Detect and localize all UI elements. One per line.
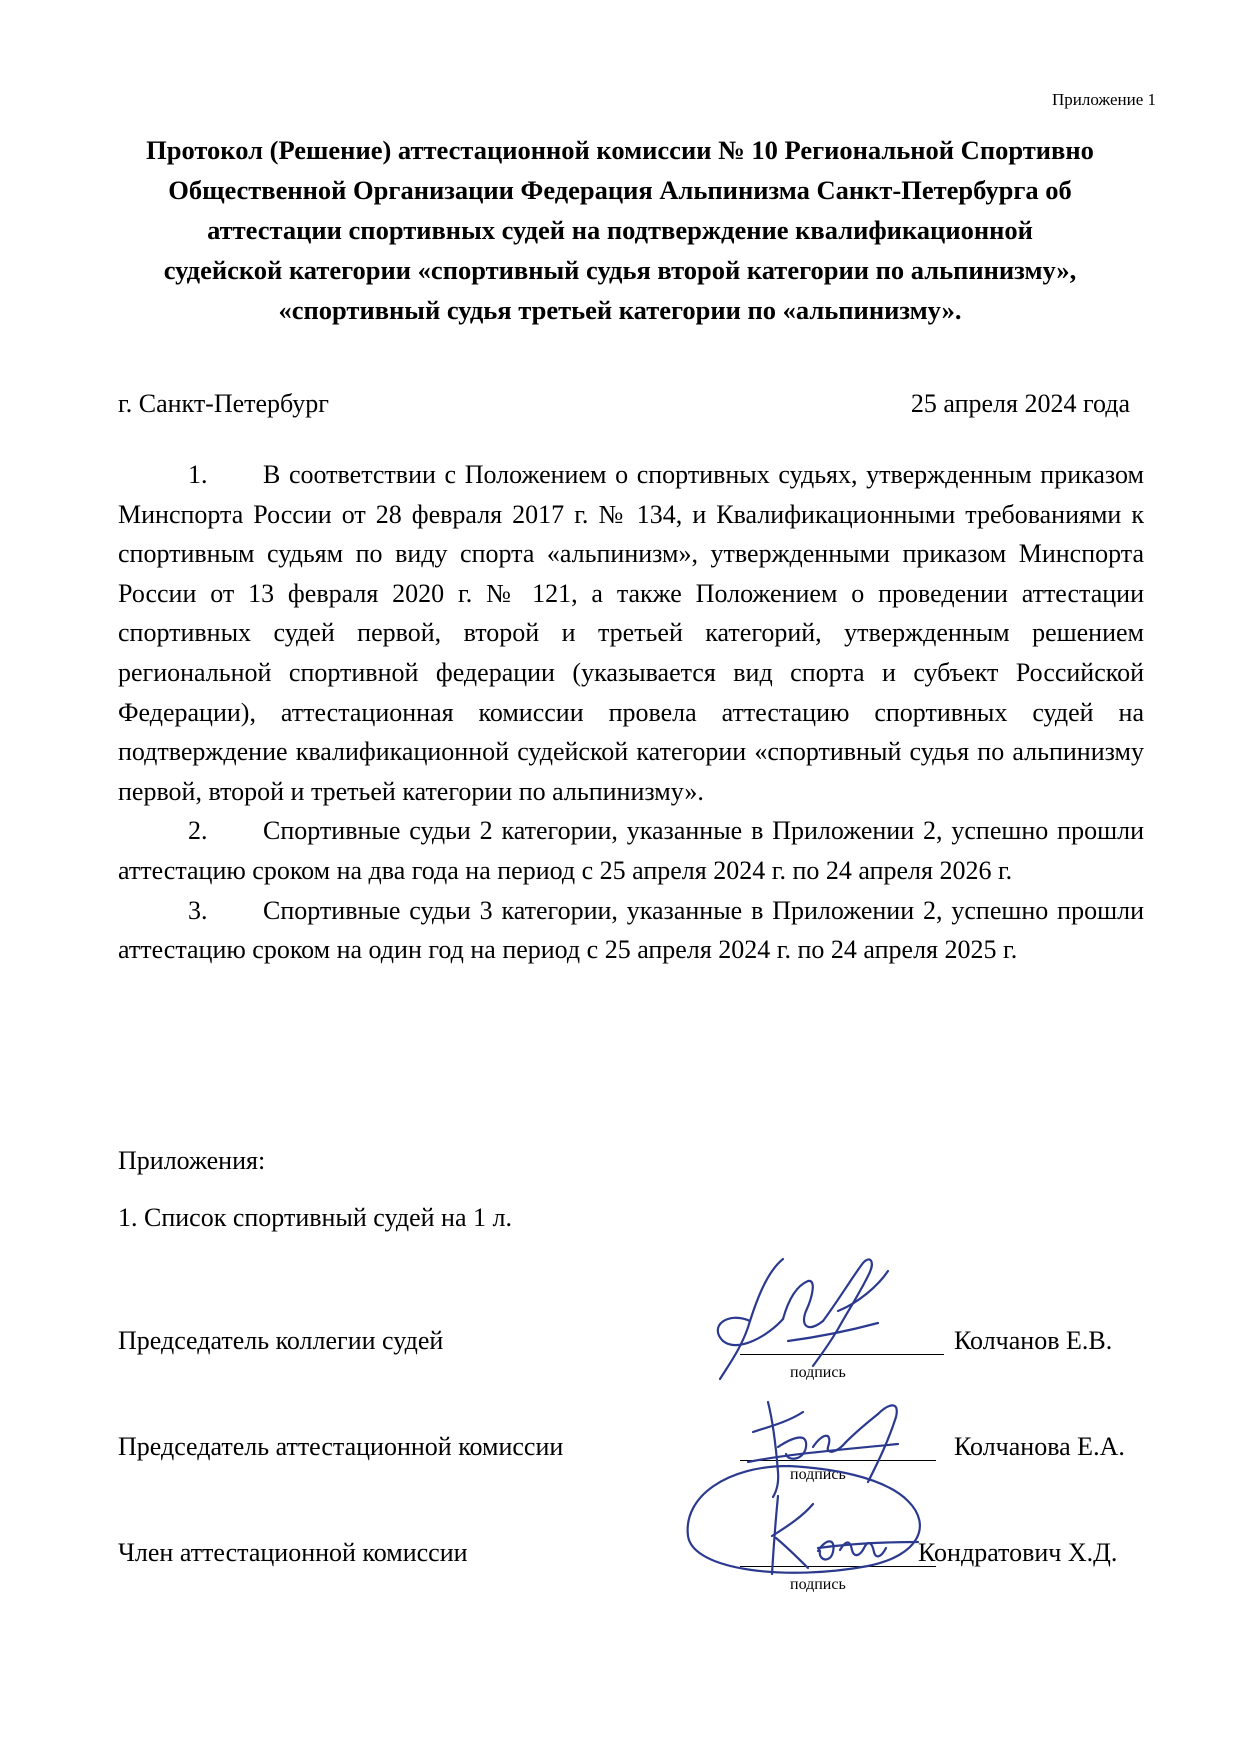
document-place: г. Санкт-Петербург: [118, 389, 329, 418]
signatory-role: Член аттестационной комиссии: [118, 1538, 468, 1567]
signatory-name: Кондратович Х.Д.: [918, 1538, 1118, 1567]
signatory-name: Колчанова Е.А.: [954, 1432, 1125, 1461]
signature-caption: подпись: [790, 1576, 846, 1593]
paragraph-number: 2.: [188, 816, 208, 846]
handwritten-signature: [668, 1456, 938, 1586]
signature-caption: подпись: [790, 1466, 846, 1483]
appendix-label: Приложение 1: [1052, 90, 1156, 109]
paragraph-text: Спортивные судьи 3 категории, указанные в Приложении 2, успешно прошли аттестацию сроком на один год на период с 25 апреля 2024 г. по 24 апреля 2025 г.: [118, 895, 1144, 965]
paragraph-text: Спортивные судьи 2 категории, указанные в Приложении 2, успешно прошли аттестацию сроком на два года на период с 25 апреля 2024 г. по 24 апреля 2026 г.: [118, 816, 1144, 885]
paragraph-text: В соответствии с Положением о спортивных судьях, утвержденным приказом Минспорта России от 28 февраля 2017 г. № 134, и Квалификационными требованиями к спортивным судьям по виду спорта «альпинизм», утвержденными приказом Минспорта России от 13 февраля 2020 г. № 121, а также Положением о проведении аттестации спортивных судей первой, второй и третьей категорий, утвержденным решением региональной спортивной федерации (указывается вид спорта и субъект Российской Федерации), аттестационная комиссии провела аттестацию спортивных судей на подтверждение квалификационной судейской категории «спортивный судья по альпинизму первой, второй и третьей категории по альпинизму».: [118, 460, 1144, 806]
paragraph-number: 1.: [188, 460, 208, 489]
appendices-heading: Приложения:: [118, 1146, 266, 1175]
signatory-name: Колчанов Е.В.: [954, 1326, 1113, 1355]
signature-row: [118, 1326, 1148, 1386]
signature-caption: подпись: [790, 1364, 846, 1381]
appendix-list-item: 1. Список спортивный судей на 1 л.: [118, 1203, 512, 1232]
signatory-role: Председатель аттестационной комиссии: [118, 1432, 564, 1461]
place-date-row: [118, 388, 1130, 420]
numbered-paragraph: [118, 811, 1144, 890]
handwritten-signature: [688, 1241, 928, 1381]
document-date: 25 апреля 2024 года: [910, 389, 1130, 418]
signature-row: [118, 1432, 1148, 1492]
signature-row: [118, 1538, 1148, 1598]
numbered-paragraph: [118, 455, 1144, 811]
document-body: [118, 455, 1144, 970]
document-title: Протокол (Решение) аттестационной комиссии № 10 Региональной Спортивно Общественной Организации Федерация Альпинизма Санкт-Петербурга об аттестации спортивных судей на подтверждение квалификационной судейской категории «спортивный судья второй категории по альпинизму», «спортивный судья третьей категории по «альпинизму».: [146, 135, 1094, 325]
numbered-paragraph: [118, 891, 1144, 970]
paragraph-number: 3.: [188, 895, 208, 925]
signatory-role: Председатель коллегии судей: [118, 1326, 444, 1355]
